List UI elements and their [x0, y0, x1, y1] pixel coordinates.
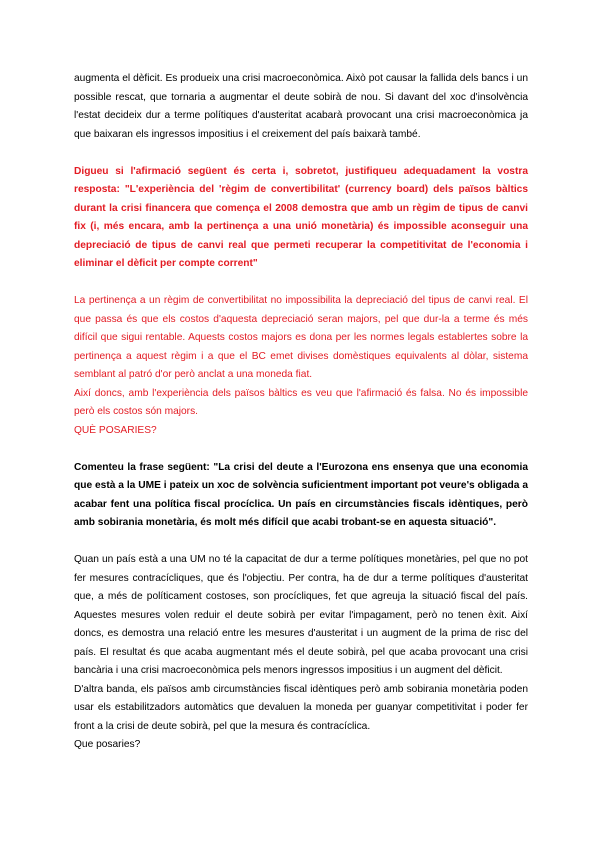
conclusion-currency-board: Així doncs, amb l'experiència dels països bàltics es veu que l'afirmació és falsa. No és impossible però els costos són majors. — [74, 387, 528, 417]
spacer — [74, 144, 528, 163]
answer-currency-board: La pertinença a un règim de convertibilitat no impossibilita la depreciació del tipus de canvi real. El que passa és que els costos d'aquesta depreciació seran majors, pel que dur-la a terme és més difícil que sigui rentable. Aquests costos majors es dona per les normes legals establertes sobre la pertinença a aquest règim i a que el BC emet divises domèstiques equivalents al dòlar, sistema semblant al patró d'or però anclat a una moneda fiat. — [74, 295, 528, 380]
document-page — [74, 70, 528, 755]
spacer — [74, 440, 528, 459]
note-que-posaries-2: Que posaries? — [74, 739, 141, 750]
question-currency-board: Digueu si l'afirmació següent és certa i, sobretot, justifiqueu adequadament la vostra resposta: "L'experiència del 'règim de convertibilitat' (currency board) dels països bàltics durant la crisi financera que comença el 2008 demostra que amb un règim de tipus de canvi fix (i, més encara, amb la pertinença a una unió monetària) és impossible aconseguir una depreciació de tipus de canvi real que permeti recuperar la competitivitat de l'economia i eliminar el dèficit per compte corrent" — [74, 165, 528, 269]
paragraph-continuation: augmenta el dèficit. Es produeix una crisi macroeconòmica. Això pot causar la fallida dels bancs i un possible rescat, que tornaria a augmentar el deute sobirà de nou. Si davant del xoc d'insolvència l'estat decideix dur a terme polítiques d'austeritat acabarà provocant una crisi macroeconòmica ja que baixaran els ingressos impositius i el creixement del país baixarà també. — [74, 73, 528, 140]
spacer — [74, 274, 528, 293]
answer-eurozone-sovereignty: D'altra banda, els països amb circumstàncies fiscal idèntiques però amb sobirania monetària poden usar els estabilitzadors automàtics que devaluen la moneda per guanyar competitivitat i poder fer front a la crisi de deute sobirà, pel que la mesura és contracíclica. — [74, 683, 528, 732]
answer-eurozone-debt: Quan un país està a una UM no té la capacitat de dur a terme polítiques monetàries, pel que no pot fer mesures contracícliques, que és l'objectiu. Per contra, ha de dur a terme polítiques d'austeritat que, a més de políticament costoses, son procícliques, fet que agreuja la situació fiscal del país. Aquestes mesures volen reduir el deute sobirà per evitar l'impagament, però no tenen èxit. Així doncs, es demostra una relació entre les mesures d'austeritat i un augment de la prima de risc del país. El resultat és que acaba augmentant més el deute sobirà, pel que acaba provocant una crisi bancària i una crisi macroeconòmica pels menors ingressos impositius i un augment del dèficit. — [74, 554, 528, 676]
note-que-posaries: QUÈ POSARIES? — [74, 424, 157, 436]
question-eurozone-debt: Comenteu la frase següent: "La crisi del deute a l'Eurozona ens ensenya que una economia que està a la UME i pateix un xoc de solvència suficientment important pot veure's obligada a acabar fent una política fiscal procíclica. Un país en circumstàncies fiscals idèntiques, però amb sobirania monetària, és molt més difícil que acabi trobant-se en aquesta situació". — [74, 461, 528, 528]
spacer — [74, 533, 528, 552]
